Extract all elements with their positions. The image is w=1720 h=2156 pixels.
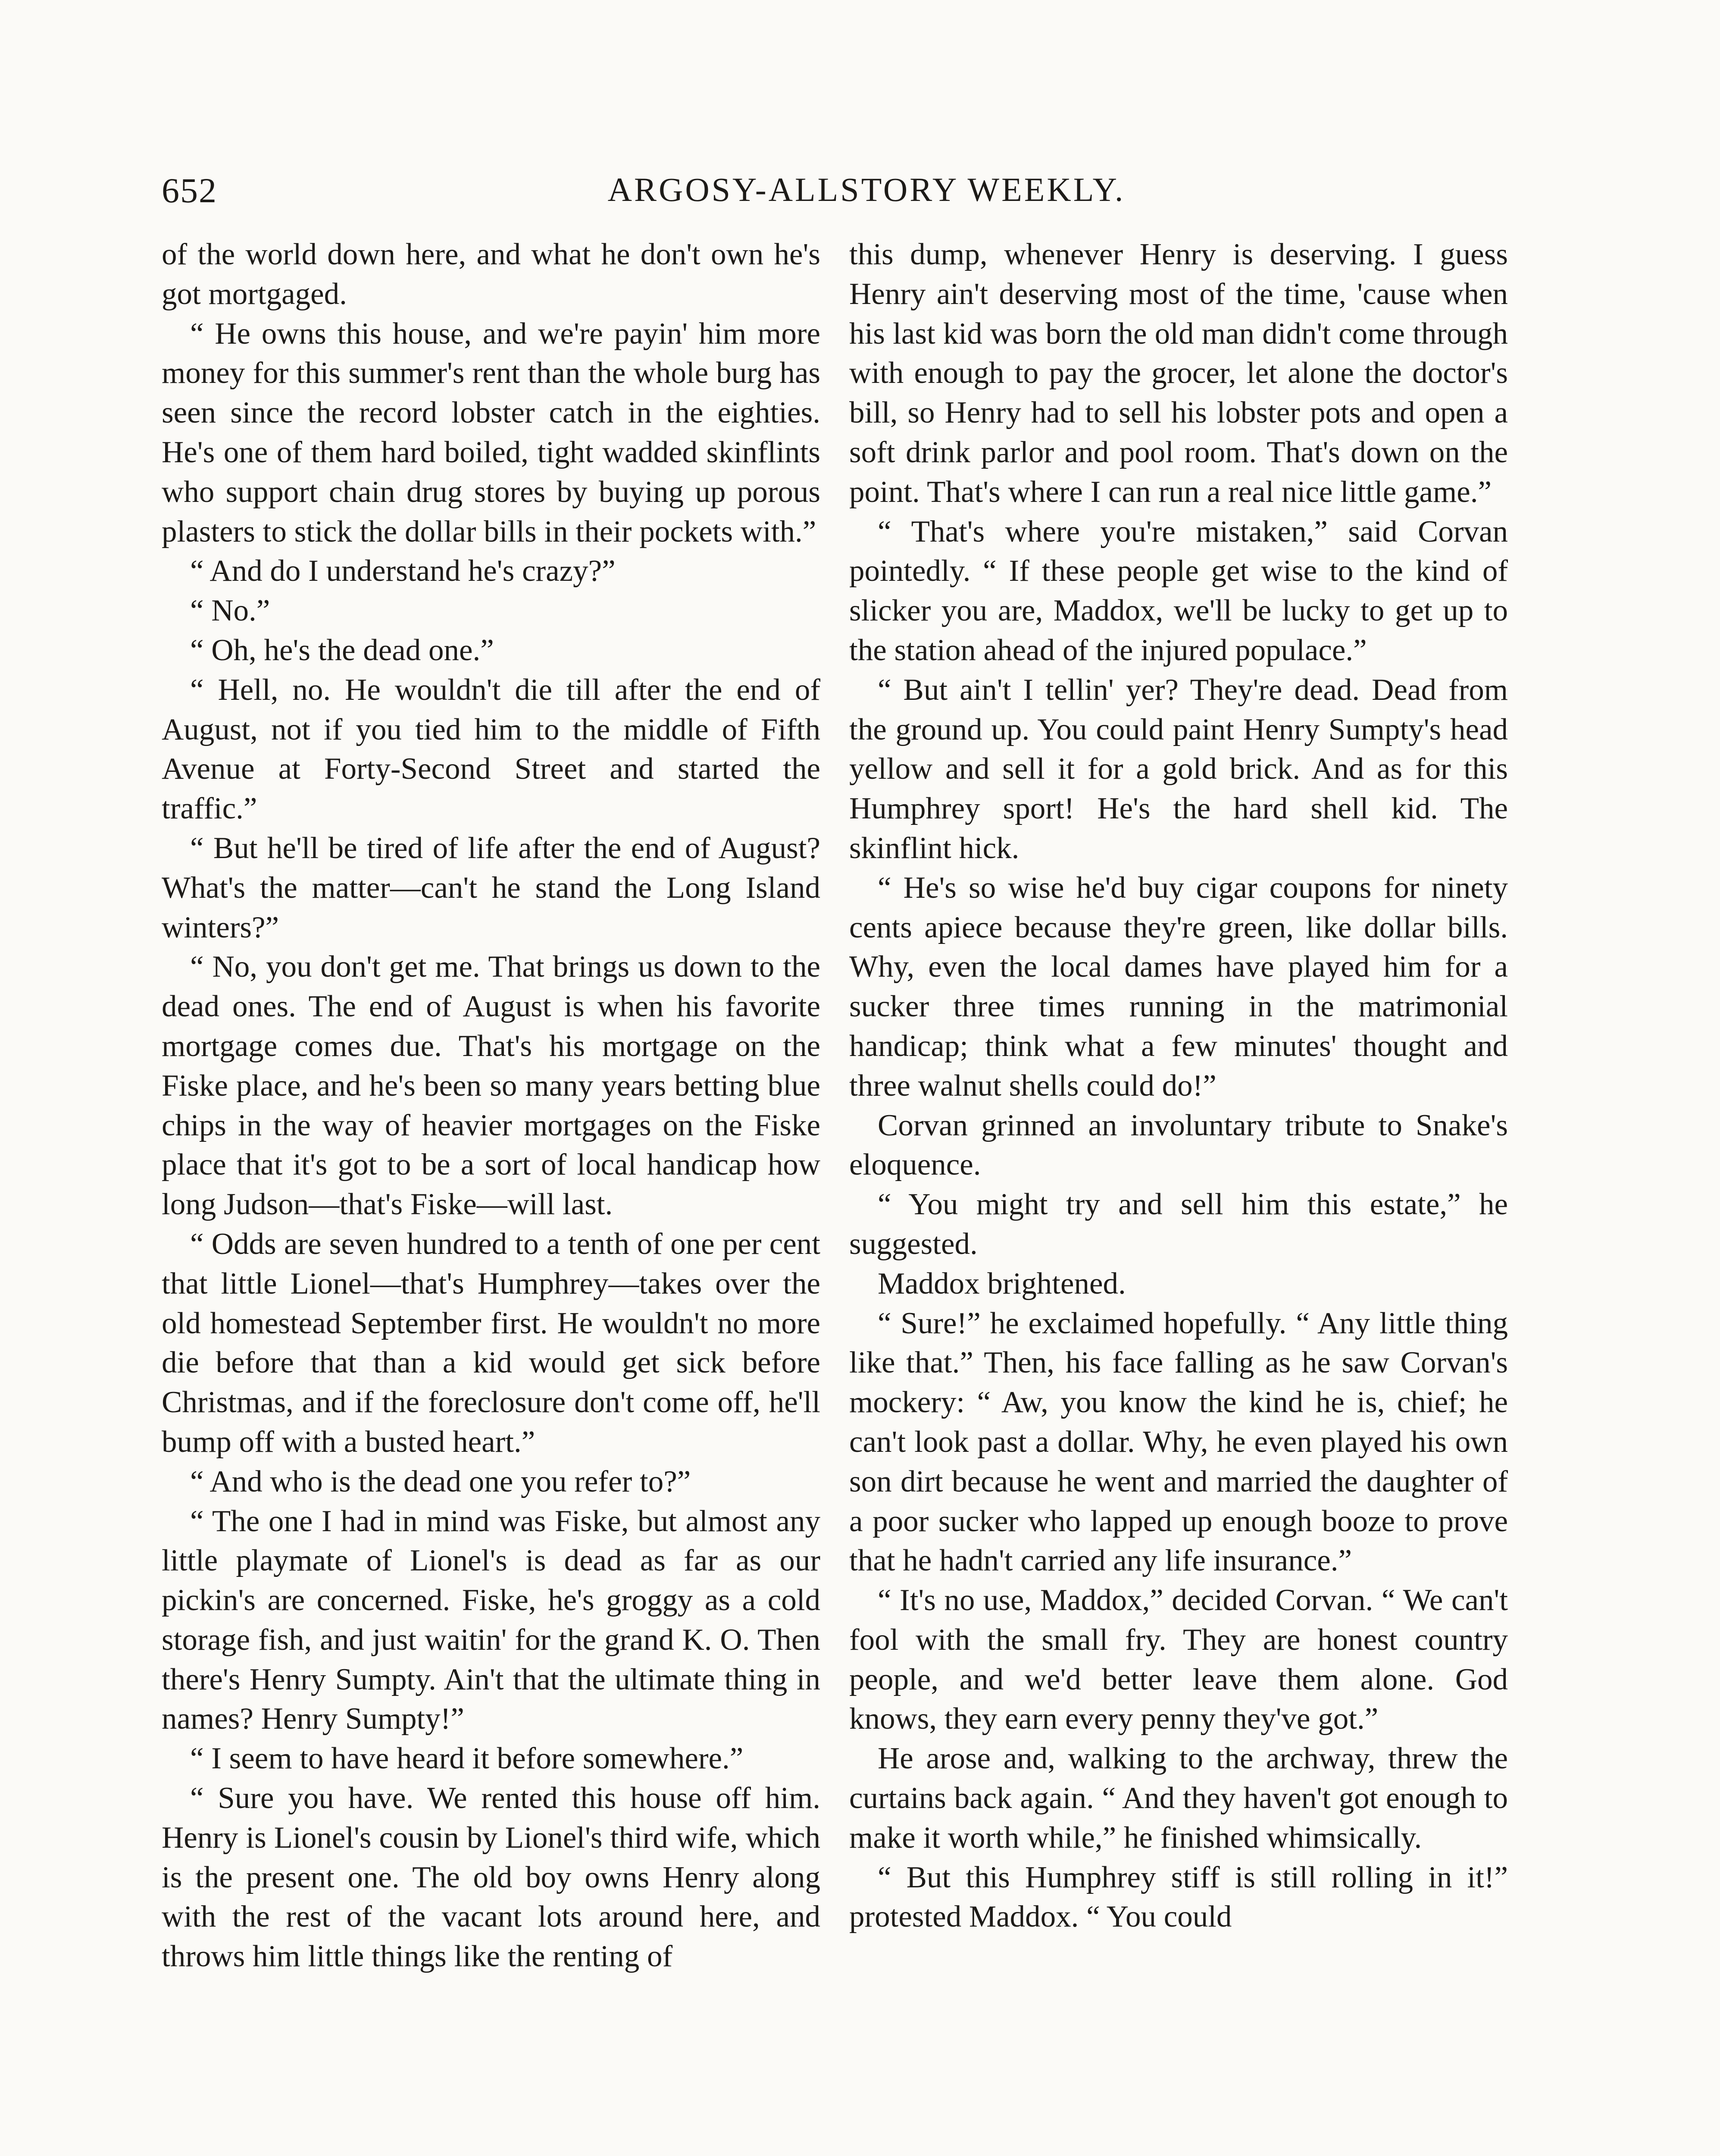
paragraph: “ Oh, he's the dead one.” bbox=[190, 633, 494, 667]
paragraph: “ The one I had in mind was Fiske, but almost any little playmate of Lionel's is dead as far as our pickin's are concerned. Fiske, he's groggy as a cold storage fish, and just waitin' for the grand K. O. Then there's Henry Sumpty. Ain't that the ultimate thing in names? Henry Sumpty!” bbox=[162, 1504, 820, 1736]
paragraph: “ Sure you have. We rented this house off him. Henry is Lionel's cousin by Lionel's third wife, which is the present one. The old boy owns Henry along with the rest of the vacant lots around here, and throws him little things like the renting of bbox=[162, 1781, 820, 1974]
left-column bbox=[162, 235, 820, 1977]
paragraph: “ I seem to have heard it before somewhere.” bbox=[190, 1742, 744, 1776]
paragraph: “ He owns this house, and we're payin' him more money for this summer's rent than the whole burg has seen since the record lobster catch in the eighties. He's one of them hard boiled, tight wadded skinflints who support chain drug stores by buying up porous plasters to stick the dollar bills in their pockets with.” bbox=[162, 317, 820, 548]
page-number: 652 bbox=[162, 171, 217, 210]
paragraph: “ It's no use, Maddox,” decided Corvan. “ We can't fool with the small fry. They are honest country people, and we'd better leave them alone. God knows, they earn every penny they've got.” bbox=[849, 1583, 1508, 1736]
paragraph: of the world down here, and what he don't own he's got mortgaged. bbox=[162, 238, 820, 311]
paragraph: “ But ain't I tellin' yer? They're dead. Dead from the ground up. You could paint Henry Sumpty's head yellow and sell it for a gold brick. And as for this Humphrey sport! He's the hard shell kid. The skinflint hick. bbox=[849, 673, 1508, 865]
paragraph: “ Sure!” he exclaimed hopefully. “ Any little thing like that.” Then, his face falling as he saw Corvan's mockery: “ Aw, you know the kind he is, chief; he can't look past a dollar. Why, he even played his own son dirt because he went and married the daughter of a poor sucker who lapped up enough booze to prove that he hadn't carried any life insurance.” bbox=[849, 1306, 1508, 1578]
paragraph: this dump, whenever Henry is deserving. I guess Henry ain't deserving most of the time, 'cause when his last kid was born the old man didn't come through with enough to pay the grocer, let alone the doctor's bill, so Henry had to sell his lobster pots and open a soft drink parlor and pool room. That's down on the point. That's where I can run a real nice little game.” bbox=[849, 238, 1508, 509]
paragraph: He arose and, walking to the archway, threw the curtains back again. “ And they haven't got enough to make it worth while,” he finished whimsically. bbox=[849, 1742, 1508, 1855]
paragraph: “ That's where you're mistaken,” said Corvan pointedly. “ If these people get wise to the kind of slicker you are, Maddox, we'll be lucky to get up to the station ahead of the injured populace.” bbox=[849, 514, 1508, 667]
paragraph: “ No, you don't get me. That brings us down to the dead ones. The end of August is when his favorite mortgage comes due. That's his mortgage on the Fiske place, and he's been so many years betting blue chips in the way of heavier mortgages on the Fiske place that it's got to be a sort of local handicap how long Judson—that's Fiske—will last. bbox=[162, 950, 820, 1222]
paragraph: “ He's so wise he'd buy cigar coupons for ninety cents apiece because they're green, like dollar bills. Why, even the local dames have played him for a sucker three times running in the matrimonial handicap; think what a few minutes' thought and three walnut shells could do!” bbox=[849, 871, 1508, 1103]
paragraph: “ But he'll be tired of life after the end of August? What's the matter—can't he stand the Long Island winters?” bbox=[162, 831, 820, 944]
right-column bbox=[849, 235, 1508, 1937]
paragraph: “ And who is the dead one you refer to?” bbox=[190, 1464, 691, 1498]
page-header bbox=[162, 170, 1571, 222]
paragraph: Maddox brightened. bbox=[878, 1266, 1126, 1300]
paragraph: “ You might try and sell him this estate,” he suggested. bbox=[849, 1188, 1508, 1261]
paragraph: “ Odds are seven hundred to a tenth of one per cent that little Lionel—that's Humphrey—takes over the old homestead September first. He wouldn't no more die before that than a kid would get sick before Christmas, and if the foreclosure don't come off, he'll bump off with a busted heart.” bbox=[162, 1227, 820, 1459]
paragraph: Corvan grinned an involuntary tribute to Snake's eloquence. bbox=[849, 1108, 1508, 1182]
paragraph: “ Hell, no. He wouldn't die till after the end of August, not if you tied him to the middle of Fifth Avenue at Forty-Second Street and started the traffic.” bbox=[162, 673, 820, 826]
paragraph: “ No.” bbox=[190, 594, 270, 628]
paragraph: “ But this Humphrey stiff is still rolling in it!” protested Maddox. “ You could bbox=[849, 1860, 1508, 1934]
paragraph: “ And do I understand he's crazy?” bbox=[190, 554, 616, 588]
running-head: ARGOSY-ALLSTORY WEEKLY. bbox=[607, 171, 1126, 208]
